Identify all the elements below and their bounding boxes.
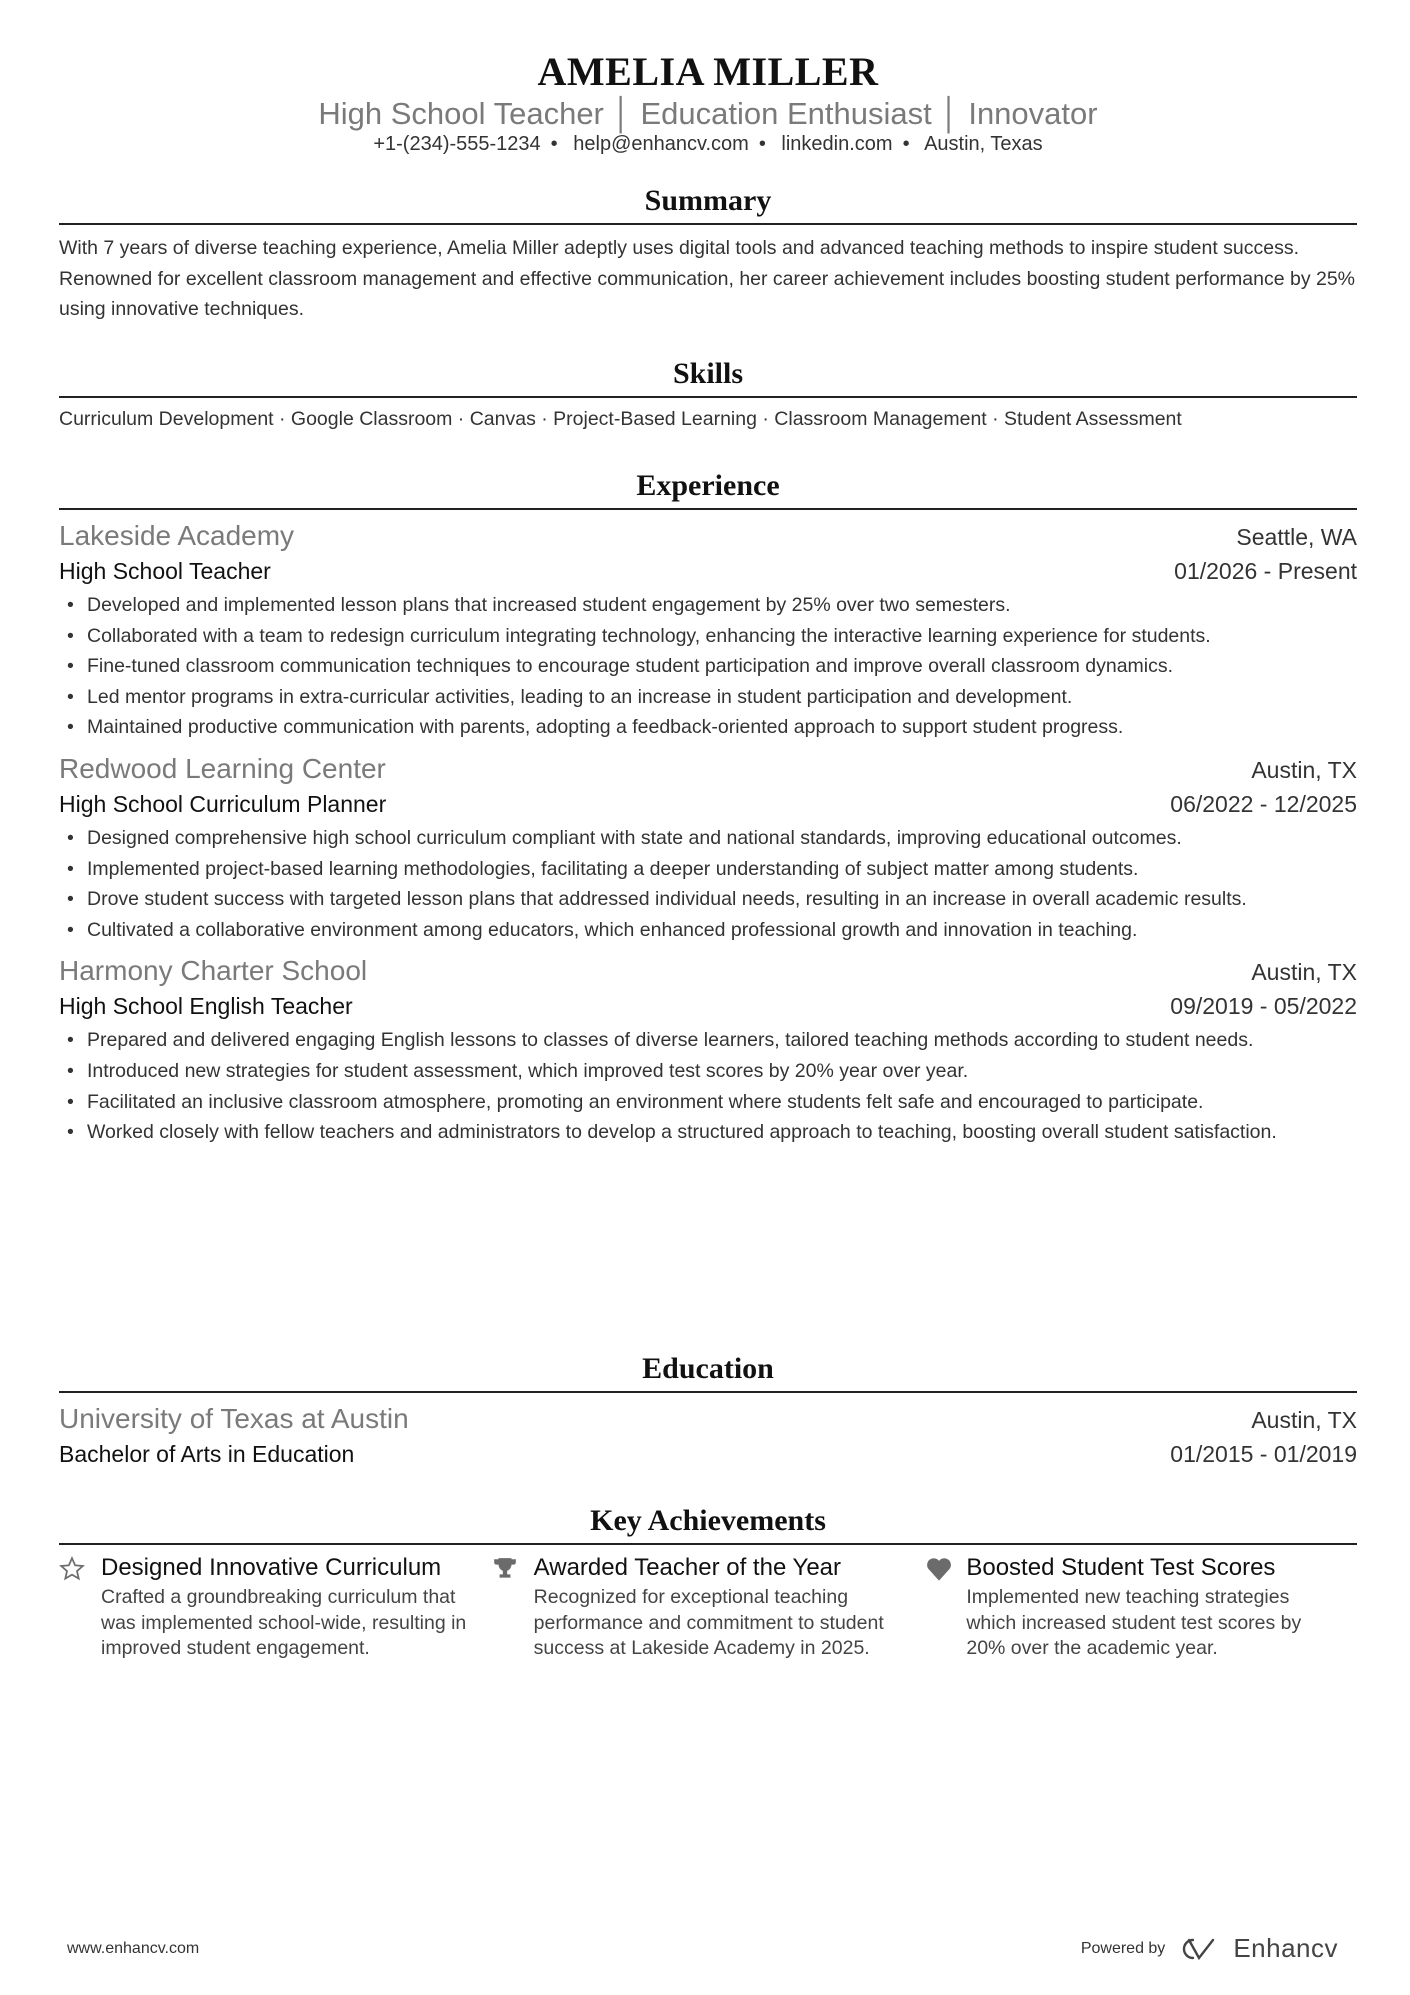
achievements-section bbox=[59, 1501, 1357, 1662]
achievement-item bbox=[492, 1551, 925, 1662]
achievement-title: Boosted Student Test Scores bbox=[966, 1554, 1276, 1581]
education-entry bbox=[59, 1401, 1357, 1471]
bullet-item: • Facilitated an inclusive classroom atmosphere, promoting an environment where students felt safe and encouraged to participate. bbox=[59, 1087, 1357, 1118]
company-name: Harmony Charter School bbox=[59, 955, 368, 987]
job-title: High School Curriculum Planner bbox=[59, 790, 387, 817]
powered-by: Powered by bbox=[1080, 1939, 1166, 1957]
section-heading: Experience bbox=[636, 469, 780, 502]
bullet-item: • Developed and implemented lesson plans that increased student engagement by 25% over two semesters. bbox=[59, 590, 1357, 621]
bullet-item: • Drove student success with targeted lesson plans that addressed individual needs, resulting in an increase in overall academic results. bbox=[59, 884, 1357, 915]
job-dates: 06/2022 - 12/2025 bbox=[1170, 790, 1357, 817]
divider bbox=[59, 1391, 1357, 1393]
experience-section bbox=[59, 466, 1357, 1148]
bullet-item: • Designed comprehensive high school curriculum compliant with state and national standards, improving educational outcomes. bbox=[59, 823, 1357, 854]
section-heading: Summary bbox=[644, 184, 772, 217]
achievement-item bbox=[59, 1551, 492, 1662]
achievement-desc: Crafted a groundbreaking curriculum that was implemented school-wide, resulting in improved student engagement. bbox=[101, 1586, 467, 1660]
enhancv-logo-icon bbox=[1177, 1936, 1221, 1962]
education-section bbox=[59, 1349, 1357, 1471]
skills-section bbox=[59, 354, 1357, 435]
bullet-item: • Cultivated a collaborative environment among educators, which enhanced professional growth and innovation in teaching. bbox=[59, 915, 1357, 946]
school-location: Austin, TX bbox=[1251, 1407, 1357, 1433]
bullet-item: • Introduced new strategies for student assessment, which improved test scores by 20% year over year. bbox=[59, 1056, 1357, 1087]
job-dates: 01/2026 - Present bbox=[1174, 558, 1357, 584]
job-title: High School English Teacher bbox=[59, 993, 353, 1020]
job-dates: 09/2019 - 05/2022 bbox=[1170, 993, 1357, 1020]
bullet-item: • Fine-tuned classroom communication techniques to encourage student participation and improve overall classroom dynamics. bbox=[59, 651, 1357, 682]
section-heading: Key Achievements bbox=[590, 1504, 826, 1537]
bullet-item: • Worked closely with fellow teachers and administrators to develop a structured approach to teaching, boosting overall student satisfaction. bbox=[59, 1117, 1357, 1148]
trophy-icon bbox=[492, 1551, 534, 1662]
phone: +1-(234)-555-1234 bbox=[373, 133, 541, 155]
job-bullets bbox=[59, 1025, 1357, 1147]
job-title: High School Teacher bbox=[59, 558, 271, 584]
school-name: University of Texas at Austin bbox=[59, 1403, 409, 1434]
skills-text: Curriculum Development · Google Classroom · Canvas · Project-Based Learning · Classroom Management · Student Assessment bbox=[59, 408, 1182, 430]
job-bullets bbox=[59, 823, 1357, 945]
bullet-item: • Maintained productive communication with parents, adopting a feedback-oriented approach to support student progress. bbox=[59, 712, 1357, 743]
headline: High School Teacher │ Education Enthusiast │ Innovator bbox=[318, 96, 1098, 131]
company-name: Lakeside Academy bbox=[59, 520, 295, 551]
job-location: Seattle, WA bbox=[1236, 524, 1357, 550]
footer-website[interactable]: www.enhancv.com bbox=[67, 1940, 200, 1957]
job-bullets bbox=[59, 590, 1357, 743]
contact-line: +1-(234)-555-1234 • help@enhancv.com • linkedin.com • Austin, Texas bbox=[373, 133, 1043, 155]
footer-branding bbox=[1081, 1933, 1338, 1964]
summary-section bbox=[59, 181, 1357, 325]
email[interactable]: help@enhancv.com bbox=[573, 133, 749, 155]
bullet-item: • Collaborated with a team to redesign curriculum integrating technology, enhancing the interactive learning experience for students. bbox=[59, 621, 1357, 652]
summary-text: With 7 years of diverse teaching experience, Amelia Miller adeptly uses digital tools and advanced teaching methods to inspire student success. Renowned for excellent classroom management and effective communication, her career achievement includes boosting student performance by 25% using innovative techniques. bbox=[59, 237, 1356, 321]
divider bbox=[59, 1543, 1357, 1545]
job-entry bbox=[59, 751, 1357, 945]
job-location: Austin, TX bbox=[1251, 756, 1357, 783]
divider bbox=[59, 223, 1357, 225]
achievement-desc: Implemented new teaching strategies which increased student test scores by 20% over the academic year. bbox=[966, 1586, 1302, 1660]
candidate-name: AMELIA MILLER bbox=[537, 49, 879, 94]
job-entry bbox=[59, 953, 1357, 1147]
bullet-item: • Led mentor programs in extra-curricular activities, leading to an increase in student participation and development. bbox=[59, 682, 1357, 713]
degree: Bachelor of Arts in Education bbox=[59, 1441, 355, 1467]
bullet-item: • Prepared and delivered engaging English lessons to classes of diverse learners, tailored teaching methods according to student needs. bbox=[59, 1025, 1357, 1056]
linkedin[interactable]: linkedin.com bbox=[781, 133, 893, 155]
achievement-item bbox=[924, 1551, 1357, 1662]
bullet-item: • Implemented project-based learning methodologies, facilitating a deeper understanding of subject matter among students. bbox=[59, 854, 1357, 885]
job-entry bbox=[59, 518, 1357, 743]
company-name: Redwood Learning Center bbox=[59, 752, 386, 784]
divider bbox=[59, 396, 1357, 398]
job-location: Austin, TX bbox=[1251, 959, 1357, 986]
section-heading: Skills bbox=[672, 357, 744, 390]
divider bbox=[59, 508, 1357, 510]
location: Austin, Texas bbox=[924, 133, 1043, 155]
brand-name: Enhancv bbox=[1233, 1933, 1338, 1963]
achievement-desc: Recognized for exceptional teaching performance and commitment to student success at Lakeside Academy in 2025. bbox=[533, 1586, 884, 1660]
star-icon bbox=[59, 1551, 101, 1662]
heart-icon bbox=[924, 1551, 966, 1662]
education-dates: 01/2015 - 01/2019 bbox=[1170, 1441, 1357, 1467]
achievement-title: Designed Innovative Curriculum bbox=[101, 1554, 442, 1581]
achievement-title: Awarded Teacher of the Year bbox=[533, 1554, 842, 1581]
section-heading: Education bbox=[642, 1352, 774, 1385]
